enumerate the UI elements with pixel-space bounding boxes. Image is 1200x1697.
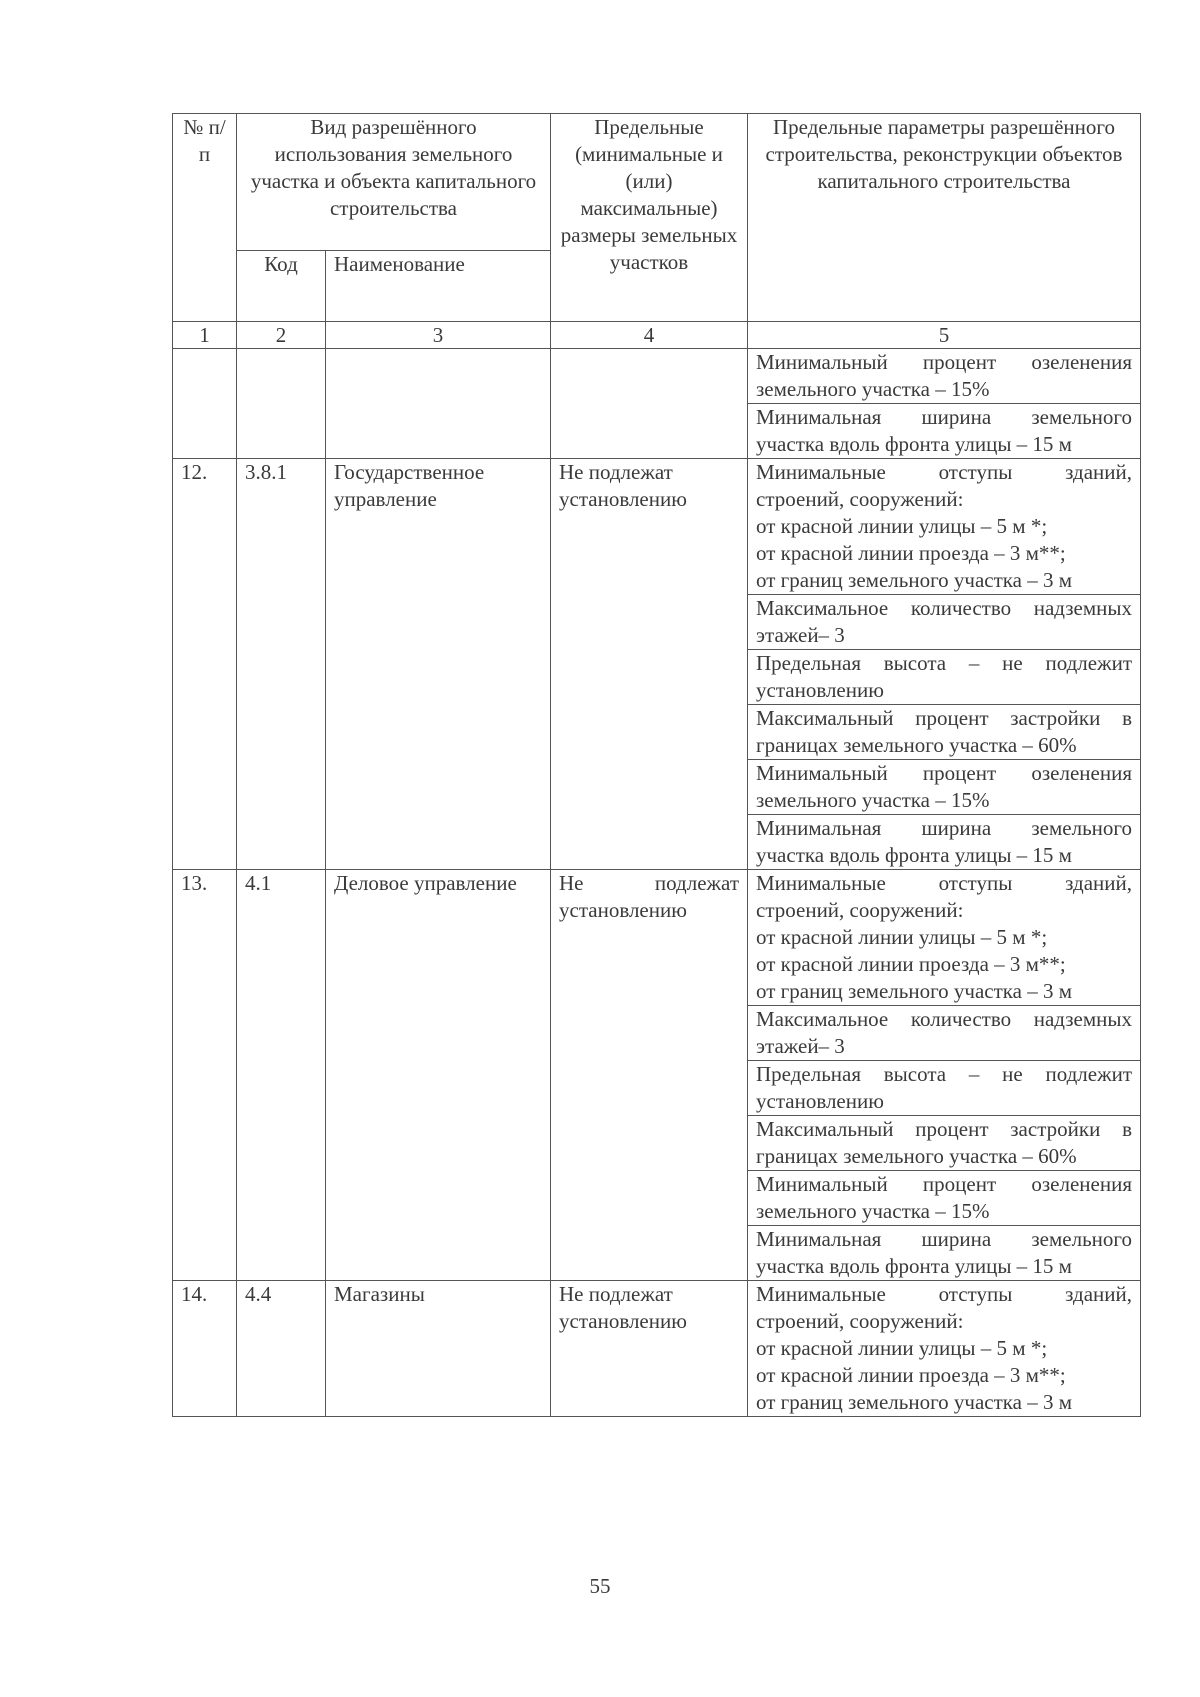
param-line: от красной линии проезда – 3 м**; xyxy=(756,952,1066,976)
column-number: 3 xyxy=(326,322,551,349)
param-cell: Минимальная ширина земельного участка вдоль фронта улицы – 15 м xyxy=(748,1226,1141,1281)
regulations-table xyxy=(172,113,1141,1417)
param-cell-setbacks xyxy=(748,870,1141,1006)
header-name: Наименование xyxy=(326,251,551,322)
column-number: 1 xyxy=(173,322,237,349)
param-cell: Минимальная ширина земельного участка вдоль фронта улицы – 15 м xyxy=(748,815,1141,870)
param-line: от красной линии улицы – 5 м *; xyxy=(756,925,1048,949)
param-line: от красной линии улицы – 5 м *; xyxy=(756,514,1048,538)
cell-num: 14. xyxy=(173,1281,237,1417)
cell-num: 12. xyxy=(173,459,237,870)
param-line: строений, сооружений: xyxy=(756,487,964,511)
param-line: строений, сооружений: xyxy=(756,1309,964,1333)
cell-name xyxy=(326,349,551,459)
param-cell: Минимальный процент озеленения земельного участка – 15% xyxy=(748,760,1141,815)
cell-sizes: Не подлежат установлению xyxy=(551,1281,748,1417)
param-cell: Минимальная ширина земельного участка вдоль фронта улицы – 15 м xyxy=(748,404,1141,459)
param-line: от красной линии проезда – 3 м**; xyxy=(756,1363,1066,1387)
cell-code xyxy=(237,349,326,459)
param-cell: Минимальный процент озеленения земельного участка – 15% xyxy=(748,1171,1141,1226)
param-cell: Максимальный процент застройки в границах земельного участка – 60% xyxy=(748,705,1141,760)
header-params: Предельные параметры разрешённого строительства, реконструкции объектов капитального строительства xyxy=(748,114,1141,322)
param-cell: Предельная высота – не подлежит установлению xyxy=(748,1061,1141,1116)
table-row xyxy=(173,459,1141,595)
param-line: Минимальные отступы зданий, xyxy=(756,1282,1132,1306)
header-sizes: Предельные (минимальные и (или) максимальные) размеры земельных участков xyxy=(551,114,748,322)
param-line: от красной линии улицы – 5 м *; xyxy=(756,1336,1048,1360)
column-number: 5 xyxy=(748,322,1141,349)
page-number: 55 xyxy=(589,1574,611,1598)
param-line: от границ земельного участка – 3 м xyxy=(756,979,1073,1003)
cell-name: Государственное управление xyxy=(326,459,551,870)
header-row xyxy=(173,114,1141,251)
table-row xyxy=(173,349,1141,404)
param-cell-setbacks xyxy=(748,459,1141,595)
param-line: Минимальные отступы зданий, xyxy=(756,871,1132,895)
param-line: Минимальные отступы зданий, xyxy=(756,460,1132,484)
header-group: Вид разрешённого использования земельного участка и объекта капитального строительства xyxy=(237,114,551,251)
cell-name: Магазины xyxy=(326,1281,551,1417)
column-number: 2 xyxy=(237,322,326,349)
cell-num xyxy=(173,349,237,459)
param-cell: Минимальный процент озеленения земельного участка – 15% xyxy=(748,349,1141,404)
cell-num: 13. xyxy=(173,870,237,1281)
param-line: от красной линии проезда – 3 м**; xyxy=(756,541,1066,565)
param-line: от границ земельного участка – 3 м xyxy=(756,1390,1073,1414)
cell-sizes: Не подлежат установлению xyxy=(551,459,748,870)
param-cell: Максимальное количество надземных этажей– 3 xyxy=(748,1006,1141,1061)
param-cell: Максимальное количество надземных этажей– 3 xyxy=(748,595,1141,650)
header-code: Код xyxy=(237,251,326,322)
header-num: № п/п xyxy=(173,114,237,322)
cell-code: 4.4 xyxy=(237,1281,326,1417)
cell-sizes xyxy=(551,349,748,459)
cell-name: Деловое управление xyxy=(326,870,551,1281)
param-cell: Максимальный процент застройки в границах земельного участка – 60% xyxy=(748,1116,1141,1171)
column-numbers-row xyxy=(173,322,1141,349)
column-number: 4 xyxy=(551,322,748,349)
table-row xyxy=(173,870,1141,1006)
param-cell: Предельная высота – не подлежит установлению xyxy=(748,650,1141,705)
cell-code: 4.1 xyxy=(237,870,326,1281)
cell-sizes: Не подлежат установлению xyxy=(551,870,748,1281)
param-line: от границ земельного участка – 3 м xyxy=(756,568,1073,592)
table-row xyxy=(173,1281,1141,1417)
cell-code: 3.8.1 xyxy=(237,459,326,870)
param-line: строений, сооружений: xyxy=(756,898,964,922)
param-cell-setbacks xyxy=(748,1281,1141,1417)
